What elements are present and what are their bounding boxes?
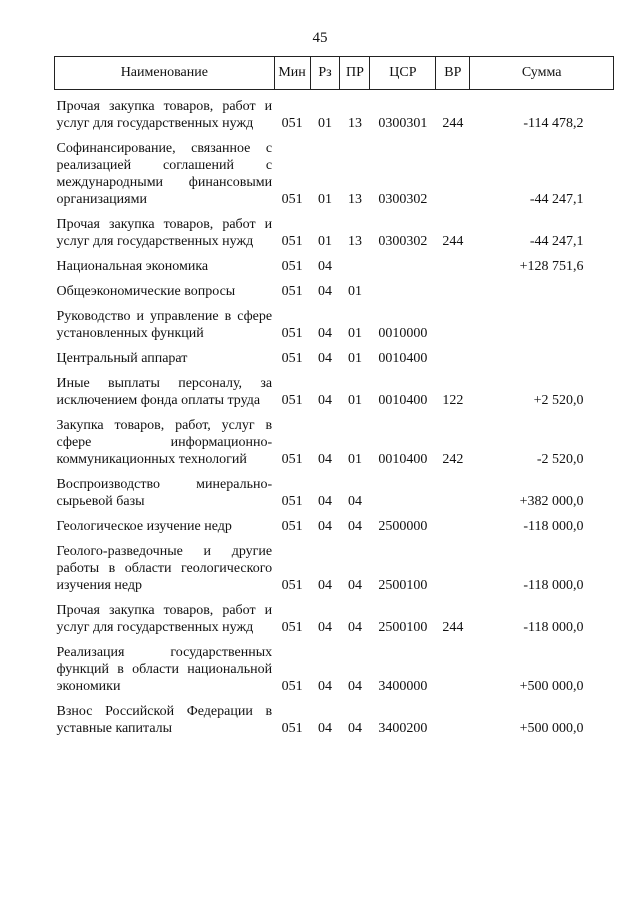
row-spacer-cell — [55, 367, 614, 375]
row-vr — [436, 308, 470, 342]
table-row — [55, 543, 614, 594]
table-row — [55, 140, 614, 208]
row-vr — [436, 518, 470, 535]
row-vr: 122 — [442, 393, 464, 408]
row-sum: +382 000,0 — [519, 494, 584, 509]
row-vr: 244 — [442, 620, 464, 635]
table-row — [55, 518, 614, 535]
row-min: 051 — [281, 519, 303, 534]
table-row — [55, 417, 614, 468]
row-spacer-cell — [55, 208, 614, 216]
row-csr: 0300301 — [378, 116, 428, 131]
row-pr: 01 — [347, 351, 362, 366]
row-csr — [370, 283, 436, 300]
row-min: 051 — [281, 351, 303, 366]
row-name: Прочая закупка товаров, работ и услуг для государственных нужд — [56, 217, 273, 249]
row-sum: -118 000,0 — [523, 578, 584, 593]
row-spacer-cell — [55, 468, 614, 476]
row-pr: 01 — [347, 393, 362, 408]
row-pr: 13 — [347, 234, 362, 249]
row-csr: 3400200 — [378, 721, 428, 736]
row-sum: +2 520,0 — [533, 393, 584, 408]
header-vr: ВР — [436, 57, 470, 90]
row-spacer — [55, 132, 614, 140]
row-pr: 04 — [347, 519, 362, 534]
row-spacer-cell — [55, 132, 614, 140]
row-spacer-cell — [55, 636, 614, 644]
row-csr — [370, 258, 436, 275]
table-row — [55, 703, 614, 737]
row-rz: 01 — [318, 116, 333, 131]
row-spacer — [55, 468, 614, 476]
header-csr: ЦСР — [370, 57, 436, 90]
header-pr: ПР — [340, 57, 370, 90]
row-spacer — [55, 208, 614, 216]
row-spacer-cell — [55, 275, 614, 283]
row-vr — [436, 476, 470, 510]
row-rz: 04 — [318, 393, 333, 408]
row-pr: 04 — [347, 721, 362, 736]
header-name: Наименование — [55, 57, 275, 90]
table-row — [55, 258, 614, 275]
row-name: Взнос Российской Федерации в уставные капиталы — [56, 704, 273, 736]
row-csr: 2500000 — [378, 519, 428, 534]
row-min: 051 — [281, 259, 303, 274]
row-min: 051 — [281, 284, 303, 299]
row-rz: 04 — [318, 284, 333, 299]
row-spacer — [55, 342, 614, 350]
row-min: 051 — [281, 578, 303, 593]
row-name: Иные выплаты персоналу, за исключением фонда оплаты труда — [56, 376, 273, 408]
row-rz: 04 — [318, 326, 333, 341]
row-spacer-cell — [55, 535, 614, 543]
table-row — [55, 216, 614, 250]
row-spacer — [55, 636, 614, 644]
row-name: Центральный аппарат — [56, 351, 188, 366]
row-spacer-cell — [55, 409, 614, 417]
row-name: Софинансирование, связанное с реализацией соглашений с международными финансовыми организациями — [56, 141, 273, 207]
table-row — [55, 476, 614, 510]
row-spacer — [55, 535, 614, 543]
row-spacer — [55, 367, 614, 375]
table-row — [55, 644, 614, 695]
row-name: Воспроизводство минерально-сырьевой базы — [56, 477, 273, 509]
row-spacer-cell — [55, 250, 614, 258]
row-min: 051 — [281, 326, 303, 341]
row-csr: 0010000 — [378, 326, 428, 341]
row-sum: +500 000,0 — [519, 721, 584, 736]
row-pr: 04 — [347, 494, 362, 509]
row-vr — [436, 258, 470, 275]
row-min: 051 — [281, 721, 303, 736]
row-name: Прочая закупка товаров, работ и услуг для государственных нужд — [56, 603, 273, 635]
row-min: 051 — [281, 393, 303, 408]
row-csr: 2500100 — [378, 578, 428, 593]
header-rz: Рз — [310, 57, 340, 90]
row-spacer-cell — [55, 90, 614, 99]
row-rz: 01 — [318, 192, 333, 207]
row-spacer — [55, 250, 614, 258]
row-name: Национальная экономика — [56, 259, 209, 274]
row-min: 051 — [281, 494, 303, 509]
table-row — [55, 283, 614, 300]
row-sum: -114 478,2 — [523, 116, 584, 131]
row-spacer — [55, 300, 614, 308]
row-sum: +500 000,0 — [519, 679, 584, 694]
row-spacer — [55, 409, 614, 417]
row-rz: 04 — [318, 452, 333, 467]
row-name: Общеэкономические вопросы — [56, 284, 236, 299]
budget-table — [54, 56, 614, 737]
row-sum — [470, 308, 614, 342]
table-row — [55, 308, 614, 342]
table-body — [55, 90, 614, 738]
row-spacer — [55, 594, 614, 602]
row-sum: -2 520,0 — [536, 452, 584, 467]
row-csr: 0010400 — [378, 393, 428, 408]
row-spacer-cell — [55, 300, 614, 308]
row-sum: -44 247,1 — [529, 192, 584, 207]
row-sum: +128 751,6 — [519, 259, 584, 274]
row-rz: 04 — [318, 494, 333, 509]
row-vr: 244 — [442, 234, 464, 249]
page-number: 45 — [312, 30, 328, 46]
row-name: Геолого-разведочные и другие работы в области геологического изучения недр — [56, 544, 273, 593]
row-csr: 0300302 — [378, 234, 428, 249]
row-pr: 04 — [347, 679, 362, 694]
row-spacer-cell — [55, 695, 614, 703]
table-row — [55, 375, 614, 409]
row-min: 051 — [281, 452, 303, 467]
row-spacer-cell — [55, 594, 614, 602]
row-vr — [436, 283, 470, 300]
row-min: 051 — [281, 116, 303, 131]
row-name: Закупка товаров, работ, услуг в сфере информационно-коммуникационных технологий — [56, 418, 273, 467]
row-sum — [470, 350, 614, 367]
row-csr: 3400000 — [378, 679, 428, 694]
table-row — [55, 350, 614, 367]
row-vr: 244 — [442, 116, 464, 131]
row-sum — [470, 283, 614, 300]
row-csr: 0300302 — [378, 192, 428, 207]
row-rz: 04 — [318, 351, 333, 366]
row-vr — [436, 703, 470, 737]
row-name: Руководство и управление в сфере установленных функций — [56, 309, 273, 341]
row-csr: 0010400 — [378, 351, 428, 366]
row-pr: 01 — [347, 326, 362, 341]
row-pr — [340, 258, 370, 275]
row-pr: 04 — [347, 578, 362, 593]
row-pr: 01 — [347, 284, 362, 299]
row-pr: 13 — [347, 192, 362, 207]
header-min: Мин — [274, 57, 310, 90]
table-row — [55, 98, 614, 132]
row-min: 051 — [281, 192, 303, 207]
row-vr — [436, 644, 470, 695]
row-spacer — [55, 510, 614, 518]
row-rz: 04 — [318, 259, 333, 274]
row-rz: 04 — [318, 519, 333, 534]
row-sum: -118 000,0 — [523, 519, 584, 534]
row-spacer — [55, 695, 614, 703]
row-pr: 01 — [347, 452, 362, 467]
row-pr: 13 — [347, 116, 362, 131]
row-rz: 04 — [318, 679, 333, 694]
row-rz: 04 — [318, 620, 333, 635]
row-sum: -44 247,1 — [529, 234, 584, 249]
row-name: Прочая закупка товаров, работ и услуг для государственных нужд — [56, 99, 273, 131]
row-name: Геологическое изучение недр — [56, 519, 232, 534]
row-spacer — [55, 90, 614, 99]
table-row — [55, 602, 614, 636]
row-rz: 01 — [318, 234, 333, 249]
row-sum: -118 000,0 — [523, 620, 584, 635]
row-csr — [370, 476, 436, 510]
row-min: 051 — [281, 620, 303, 635]
row-vr: 242 — [442, 452, 464, 467]
row-rz: 04 — [318, 721, 333, 736]
table-header — [55, 57, 614, 90]
row-spacer — [55, 275, 614, 283]
row-pr: 04 — [347, 620, 362, 635]
row-spacer-cell — [55, 510, 614, 518]
row-csr: 0010400 — [378, 452, 428, 467]
row-spacer-cell — [55, 342, 614, 350]
row-min: 051 — [281, 234, 303, 249]
row-min: 051 — [281, 679, 303, 694]
row-csr: 2500100 — [378, 620, 428, 635]
row-vr — [436, 350, 470, 367]
row-name: Реализация государственных функций в области национальной экономики — [56, 645, 273, 694]
row-vr — [436, 543, 470, 594]
row-rz: 04 — [318, 578, 333, 593]
header-sum: Сумма — [470, 57, 614, 90]
row-vr — [436, 140, 470, 208]
